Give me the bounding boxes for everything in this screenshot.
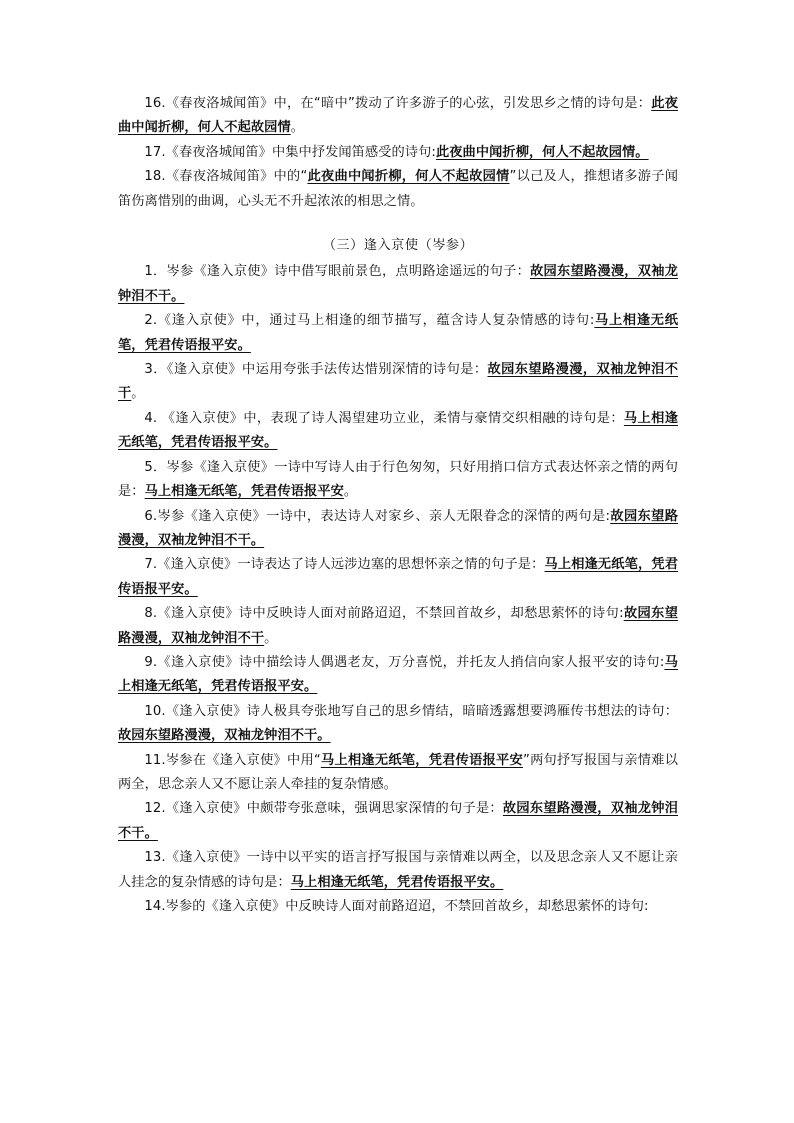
section-item-3: 3．《逢入京使》中运用夸张手法传达惜别深情的诗句是：故园东望路漫漫，双袖龙钟泪不干。 — [118, 362, 678, 402]
answer: 故园东望路漫漫，双袖龙钟泪不干。 — [118, 728, 331, 744]
section-title: （三）逢入京使（岑参） — [322, 238, 474, 254]
section-item-11: 11.岑参在《逢入京使》中用“马上相逢无纸笔，凭君传语报平安”两句抒写报国与亲情难以两全，思念亲人又不愿让亲人牵挂的复杂情感。 — [118, 752, 679, 792]
section-item-14: 14.岑参的《逢入京使》中反映诗人面对前路迢迢，不禁回首故乡，却愁思萦怀的诗句: — [144, 899, 649, 914]
answer: 马上相逢无纸笔，凭君传语报平安。 — [118, 410, 678, 451]
answer: 马上相逢无纸笔，凭君传语报平安。 — [118, 557, 678, 597]
item-17: 17.《春夜洛城闻笛》中集中抒发闻笛感受的诗句:此夜曲中闻折柳，何人不起故园情。 — [144, 144, 649, 160]
document-page — [118, 92, 678, 919]
item-16: 16.《春夜洛城闻笛》中，在“暗中”拨动了许多游子的心弦，引发思乡之情的诗句是：此夜曲中闻折柳，何人不起故园情。 — [118, 96, 678, 136]
section-item-7: 7.《逢入京使》一诗表达了诗人远涉边塞的思想怀亲之情的句子是：马上相逢无纸笔，凭君传语报平安。 — [118, 557, 678, 597]
answer: 此夜曲中闻折柳，何人不起故园情 — [118, 96, 678, 136]
section-item-4: 4. 《逢入京使》中，表现了诗人渴望建功立业，柔情与豪情交织相融的诗句是：马上相逢无纸笔，凭君传语报平安。 — [118, 410, 678, 451]
answer: 故园东望路漫漫，双袖龙钟泪不干。 — [118, 264, 678, 304]
section-item-1: 1．岑参《逢入京使》诗中借写眼前景色，点明路途遥远的句子：故园东望路漫漫，双袖龙钟泪不干。 — [118, 264, 678, 304]
item-18: 18.《春夜洛城闻笛》中的“此夜曲中闻折柳，何人不起故园情”以己及人，推想诸多游子闻笛伤离惜别的曲调，心头无不升起浓浓的相思之情。 — [118, 169, 678, 209]
section-item-10: 10.《逢入京使》诗人极具夸张地写自己的思乡情结，暗暗透露想要鸿雁传书想法的诗句：故园东望路漫漫，双袖龙钟泪不干。 — [118, 703, 678, 744]
answer: 故园东望路漫漫，双袖龙钟泪不干 — [118, 362, 678, 402]
section-item-9: 9.《逢入京使》诗中描绘诗人偶遇老友，万分喜悦，并托友人捎信向家人报平安的诗句:马上相逢无纸笔，凭君传语报平安。 — [118, 654, 678, 695]
answer: 马上相逢无纸笔，凭君传语报平安 — [144, 484, 344, 500]
answer: 故园东望路漫漫，双袖龙钟泪不干。 — [118, 508, 679, 548]
section-item-13: 13.《逢入京使》一诗中以平实的语言抒写报国与亲情难以两全，以及思念亲人又不愿让亲人挂念的复杂情感的诗句是：马上相逢无纸笔，凭君传语报平安。 — [118, 850, 678, 890]
answer: 马上相逢无纸笔，凭君传语报平安。 — [118, 313, 678, 353]
answer: 此夜曲中闻折柳，何人不起故园情 — [307, 169, 510, 185]
answer: 故园东望路漫漫，双袖龙钟泪不干 — [118, 606, 678, 646]
answer: 马上相逢无纸笔，凭君传语报平安。 — [290, 874, 504, 890]
answer: 故园东望路漫漫，双袖龙钟泪不干。 — [118, 801, 678, 841]
section-item-5: 5．岑参《逢入京使》一诗中写诗人由于行色匆匆，只好用捎口信方式表达怀亲之情的两句是：马上相逢无纸笔，凭君传语报平安。 — [118, 459, 678, 500]
answer: 此夜曲中闻折柳，何人不起故园情。 — [435, 144, 649, 160]
section-item-6: 6.岑参《逢入京使》一诗中，表达诗人对家乡、亲人无限眷念的深情的两句是:故园东望路漫漫，双袖龙钟泪不干。 — [118, 508, 679, 548]
section-item-2: 2.《逢入京使》中，通过马上相逢的细节描写，蕴含诗人复杂情感的诗句:马上相逢无纸笔，凭君传语报平安。 — [118, 313, 678, 353]
answer: 马上相逢无纸笔，凭君传语报平安 — [320, 752, 523, 768]
section-item-12: 12.《逢入京使》中颇带夸张意味，强调思家深情的句子是：故园东望路漫漫，双袖龙钟泪不干。 — [118, 801, 678, 841]
section-item-8: 8.《逢入京使》诗中反映诗人面对前路迢迢，不禁回首故乡，却愁思萦怀的诗句:故园东望路漫漫，双袖龙钟泪不干。 — [118, 606, 678, 646]
answer: 马上相逢无纸笔，凭君传语报平安。 — [118, 654, 678, 695]
